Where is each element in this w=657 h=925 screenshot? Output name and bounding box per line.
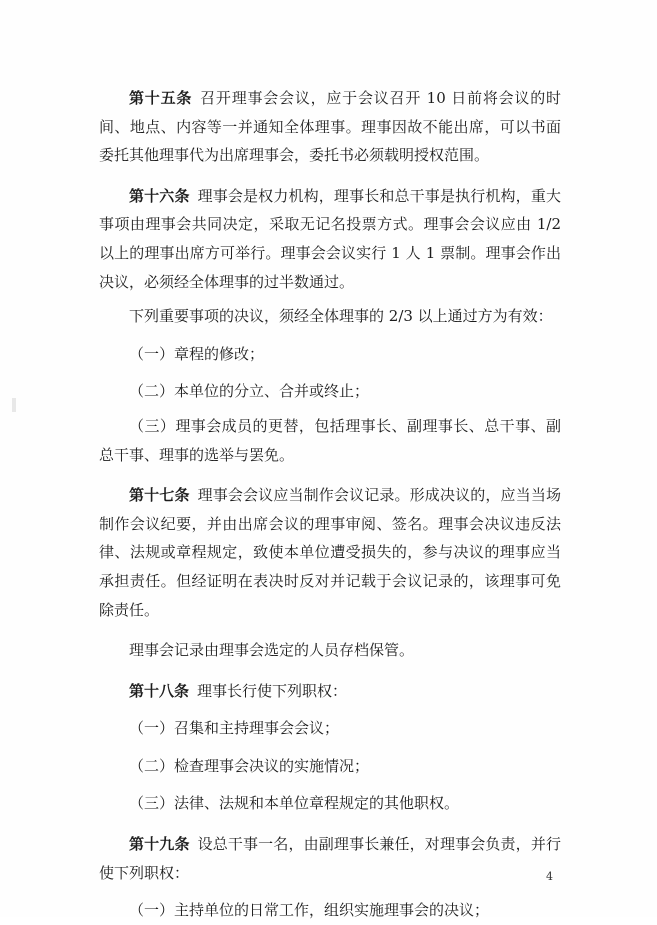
article-18: [99, 677, 561, 706]
article-16-item-1: （一）章程的修改；: [129, 344, 265, 363]
scan-artifact: [12, 398, 16, 412]
article-17: [99, 481, 561, 624]
article-15-title: 第十五条: [129, 89, 193, 107]
page-number: 4: [546, 870, 553, 883]
article-17-title: 第十七条: [129, 486, 190, 505]
article-16-title: 第十六条: [129, 186, 190, 205]
article-16-paragraph-2: 下列重要事项的决议，须经全体理事的 2/3 以上通过方为有效：: [129, 307, 553, 326]
article-17-text: 理事会会议应当制作会议记录。形成决议的，应当当场制作会议纪要，并由出席会议的理事审阅、签名。理事会决议违反法律、法规或章程规定，致使本单位遭受损失的，参与决议的理事应当承担责任。但经证明在表决时反对并记载于会议记录的，该理事可免除责任。: [99, 486, 561, 619]
article-18-item-2: （二）检查理事会决议的实施情况；: [129, 756, 370, 775]
article-17-paragraph-2: 理事会记录由理事会选定的人员存档保管。: [129, 641, 415, 660]
article-18-text: 理事长行使下列职权：: [197, 681, 348, 700]
article-16-item-3: （三）理事会成员的更替，包括理事长、副理事长、总干事、副总干事、理事的选举与罢免。: [99, 416, 561, 464]
article-16-text: 理事会是权力机构，理事长和总干事是执行机构，重大事项由理事会共同决定，采取无记名投票方式。理事会会议应由 1/2 以上的理事出席方可举行。理事会会议实行 1 人 1 票制。理事会作出决议，必须经全体理事的过半数通过。: [99, 186, 561, 291]
article-16: [99, 182, 561, 296]
article-16-item-2: （二）本单位的分立、合并或终止；: [129, 382, 370, 401]
article-19: [99, 830, 561, 887]
document-body: [99, 84, 561, 925]
article-18-item-1: （一）召集和主持理事会会议；: [129, 719, 340, 738]
article-18-title: 第十八条: [129, 681, 190, 700]
article-15: [99, 84, 561, 170]
article-15-text: 召开理事会会议，应于会议召开 10 日前将会议的时间、地点、内容等一并通知全体理事。理事因故不能出席，可以书面委托其他理事代为出席理事会，委托书必须载明授权范围。: [99, 89, 561, 165]
article-19-item-1: （一）主持单位的日常工作，组织实施理事会的决议；: [129, 901, 490, 920]
article-19-title: 第十九条: [129, 835, 190, 854]
article-19-text: 设总干事一名，由副理事长兼任，对理事会负责，并行使下列职权：: [99, 835, 561, 882]
article-18-item-3: （三）法律、法规和本单位章程规定的其他职权。: [129, 794, 460, 813]
